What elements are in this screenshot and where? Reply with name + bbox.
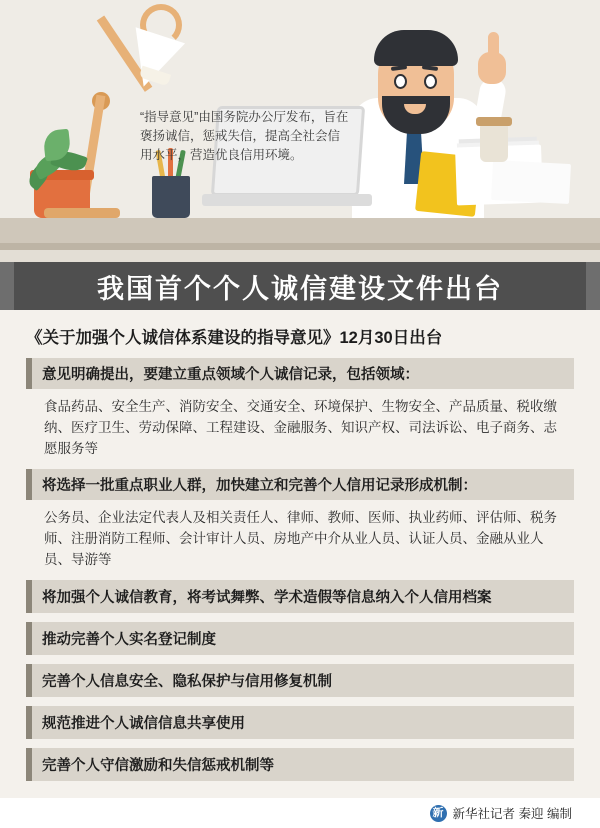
section-1-lead: 意见明确提出，要建立重点领域个人诚信记录，包括领域： xyxy=(26,358,574,389)
section-1-detail: 食品药品、安全生产、消防安全、交通安全、环境保护、生物安全、产品质量、税收缴纳、医疗卫生、劳动保障、工程建设、金融服务、知识产权、司法诉讼、电子商务、志愿服务等 xyxy=(44,399,557,456)
measure-item: 规范推进个人诚信信息共享使用 xyxy=(26,706,574,739)
measure-item: 完善个人信息安全、隐私保护与信用修复机制 xyxy=(26,664,574,697)
document-subtitle: 《关于加强个人诚信体系建设的指导意见》12月30日出台 xyxy=(26,329,443,347)
credit-text: 新华社记者 秦迎 编制 xyxy=(452,807,572,821)
lamp-base xyxy=(44,208,120,218)
measure-list xyxy=(26,580,574,781)
section-2 xyxy=(26,469,574,580)
coffee-cup-icon xyxy=(480,124,508,162)
desk-edge xyxy=(0,243,600,250)
desk-surface xyxy=(0,218,600,244)
footer-credit xyxy=(0,798,600,828)
measure-item: 将加强个人诚信教育，将考试舞弊、学术造假等信息纳入个人信用档案 xyxy=(26,580,574,613)
section-1 xyxy=(26,358,574,469)
illustration-scene xyxy=(0,0,600,262)
man-pointing-finger-icon xyxy=(488,32,499,60)
man-eye-left xyxy=(394,74,407,89)
pen-cup xyxy=(152,176,190,218)
paper-sheet xyxy=(491,160,571,204)
laptop-keyboard xyxy=(202,194,372,206)
banner-right-cap xyxy=(586,262,600,310)
content-body xyxy=(0,310,600,798)
xinhua-logo-icon: 新 xyxy=(430,805,447,822)
banner-left-cap xyxy=(0,262,14,310)
page-title: 我国首个个人诚信建设文件出台 xyxy=(97,273,503,304)
measure-item: 完善个人守信激励和失信惩戒机制等 xyxy=(26,748,574,781)
headline-banner xyxy=(0,262,600,310)
section-2-lead: 将选择一批重点职业人群，加快建立和完善个人信用记录形成机制： xyxy=(26,469,574,500)
man-eye-right xyxy=(424,74,437,89)
illustration-caption: “指导意见”由国务院办公厅发布，旨在褒扬诚信，惩戒失信，提高全社会信用水平，营造优良信用环境。 xyxy=(140,110,349,162)
coffee-cup-lid xyxy=(476,117,512,126)
measure-item: 推动完善个人实名登记制度 xyxy=(26,622,574,655)
section-2-detail: 公务员、企业法定代表人及相关责任人、律师、教师、医师、执业药师、评估师、税务师、注册消防工程师、会计审计人员、房地产中介从业人员、认证人员、金融从业人员、导游等 xyxy=(44,510,557,567)
man-hair xyxy=(374,30,458,66)
